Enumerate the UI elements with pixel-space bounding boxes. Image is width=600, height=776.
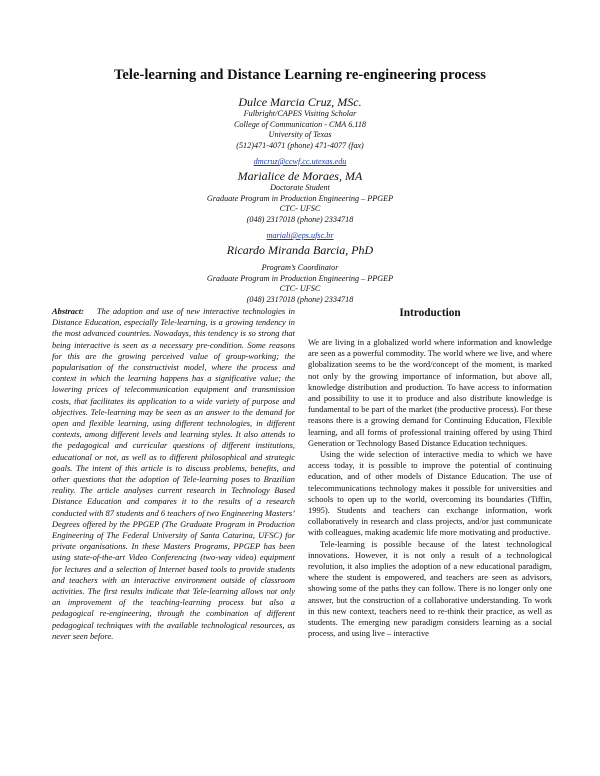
abstract-text: The adoption and use of new interactive technologies in Distance Education, especially Tele-learning, is a growing tendency in the most advanced countries. Nowadays, this tendency is so strong that being interactive is seen as a necessary pre-condition. Some reasons for this are the growing perceived value of group-working; the popularisation of the constructivist model, where the process and context in which the learning happens has a significative value; the lowering prices of telecommunication equipment and transmission costs, that facilitates its application to a wide variety of purpose and objectives. Tele-learning may be seen as an answer to the demand for open and flexible learning, using different technologies, in different contexts, among different levels and learning styles. It also attends to the pedagogical and curricular questions of different institutions, educational or not, as well as to different philosophical and strategic goals. The intent of this article is to discuss problems, benefits, and other questions that the adoption of Tele-learning poses to Brazilian reality. The article analyses current research in Technology Based Distance Education and compares it to the results of a research conducted with 87 students and 6 teachers of two Engineering Masters’ Degrees offered by the PPGEP (The Graduate Program in Production Engineering of The Federal University of Santa Catarina, UFSC) for private organisations. In these Masters Programs, PPGEP has been using state-of-the-art Video Conferencing (two-way video) equipment for lectures and a selection of Internet based tools to provide students and teachers with an interactive environment outside of classroom activities. The first results indicate that Tele-learning allows not only an improvement of the teaching-learning process but also a pedagogical re-engineering, through the combination of different pedagogical techniques with the available technological resources, as never seen before. [52,306,295,641]
abstract [52,306,295,642]
paper-title: Tele-learning and Distance Learning re-engineering process [114,67,486,83]
author-affiliation-line: Doctorate Student [270,183,330,192]
author-affiliation-line: (512)471-4071 (phone) 471-4077 (fax) [236,140,364,150]
paragraph: Using the wide selection of interactive media to which we have access today, it is possible to improve the potential of continuing education, and of other models of Distance Education. The use of telecommunications technology makes it possible for universities and schools to open up to the world, overcoming its boundaries (Tiffin, 1995). Students and teachers can exchange information, work collaboratively in research and class projects, and/or just communicate with colleagues, making academic life more motivating and productive. [308,449,552,538]
author-affiliation-line: College of Communication - CMA 6.118 [233,119,367,129]
author-affiliation-line: Graduate Program in Production Engineering – PPGEP [206,273,394,283]
author-affiliation-line: CTC- UFSC [279,204,321,213]
author-email-link[interactable]: dmcruz@ccwf.cc.utexas.edu [253,157,347,166]
introduction-section [308,306,552,639]
paragraph: Tele-learning is possible because of the latest technological innovations. However, it is not only a result of a technological revolution, it also implies the adoption of a new educational paradigm, where the student is empowered, and teachers are seen as advisors, showing some of the paths they can follow. There is no longer only one answer, but the construction of a collaborative understanding. To work in this new context, teachers need to re-think their practice, as well as students. The emerging new paradigm considers learning as a social process, and using live – interactive [308,538,552,639]
author-affiliation-line: CTC- UFSC [279,284,321,293]
author-affiliation-line: Graduate Program in Production Engineering – PPGEP [206,193,394,203]
author-name: Marialice de Moraes, MA [237,169,363,183]
author-affiliation-line: (048) 2317018 (phone) 2334718 [246,294,354,304]
author-name: Ricardo Miranda Barcia, PhD [226,243,374,257]
paragraph: We are living in a globalized world where information and knowledge are seen as a powerful commodity. The world where we live, and where globalization seems to be the word/concept of the moment, is marked not only by the growing importance of information, but above all, knowledge distribution and production. To have access to information and possibility to use it to produce and also distribute knowledge is fundamental to be part of the market (the productive process). For these reasons there is a growing demand for Continuing Education, Flexible learning, and all forms of professional training offered by using Third Generation or Technology Based Distance Education techniques. [308,337,552,448]
author-affiliation-line: (048) 2317018 (phone) 2334718 [246,214,354,224]
author-affiliation-line: Program’s Coordinator [261,263,339,272]
author-email-link[interactable]: mariali@eps.ufsc.br [266,231,334,240]
author-block [0,95,600,305]
abstract-label: Abstract: [52,306,84,316]
author-affiliation-line: University of Texas [268,130,332,139]
section-heading: Introduction [399,307,461,319]
author-name: Dulce Marcia Cruz, MSc. [238,95,362,109]
author-affiliation-line: Fulbright/CAPES Visiting Scholar [243,109,357,118]
